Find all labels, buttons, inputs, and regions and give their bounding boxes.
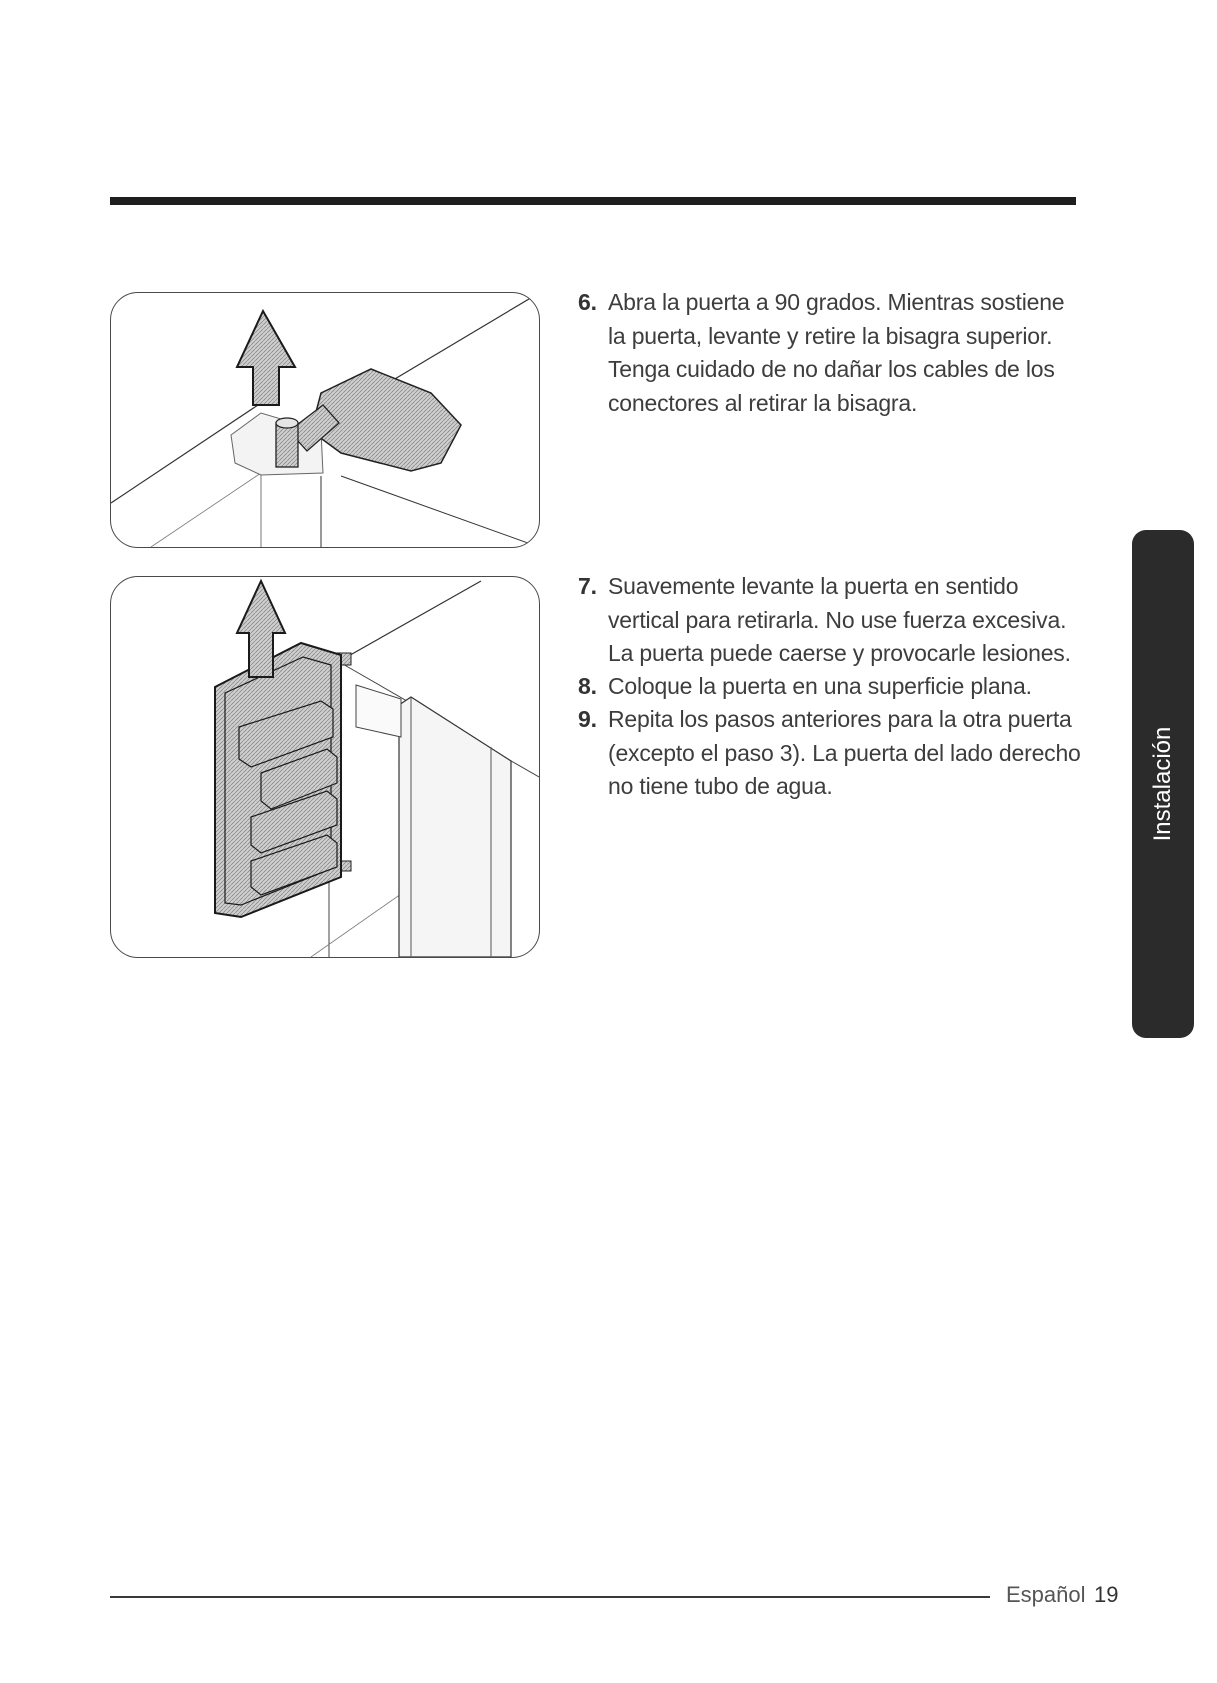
header-rule	[110, 197, 1076, 205]
footer-rule	[110, 1596, 990, 1598]
step-6	[578, 286, 1088, 420]
step-text: Repita los pasos anteriores para la otra puerta (excepto el paso 3). La puerta del lado derecho no tiene tubo de agua.	[608, 706, 1081, 799]
footer-language: Español	[1006, 1582, 1086, 1607]
step-text: Abra la puerta a 90 grados. Mientras sostiene la puerta, levante y retire la bisagra superior. Tenga cuidado de no dañar los cables de los conectores al retirar la bisagra.	[608, 289, 1065, 416]
step-number: 9.	[578, 706, 597, 732]
step-9	[578, 703, 1088, 804]
step-number: 6.	[578, 289, 597, 315]
page-number: 19	[1094, 1582, 1119, 1607]
step-7	[578, 570, 1088, 671]
step-number: 7.	[578, 573, 597, 599]
step-8	[578, 670, 1088, 704]
door-lift-illustration	[110, 576, 540, 958]
step-text: Suavemente levante la puerta en sentido vertical para retirarla. No use fuerza excesiva. La puerta puede caerse y provocarle lesiones.	[608, 573, 1071, 666]
section-tab	[1132, 530, 1194, 1038]
step-text: Coloque la puerta en una superficie plana.	[608, 673, 1032, 699]
section-tab-label: Instalación	[1149, 726, 1176, 842]
hinge-removal-illustration	[110, 292, 540, 548]
step-number: 8.	[578, 673, 597, 699]
